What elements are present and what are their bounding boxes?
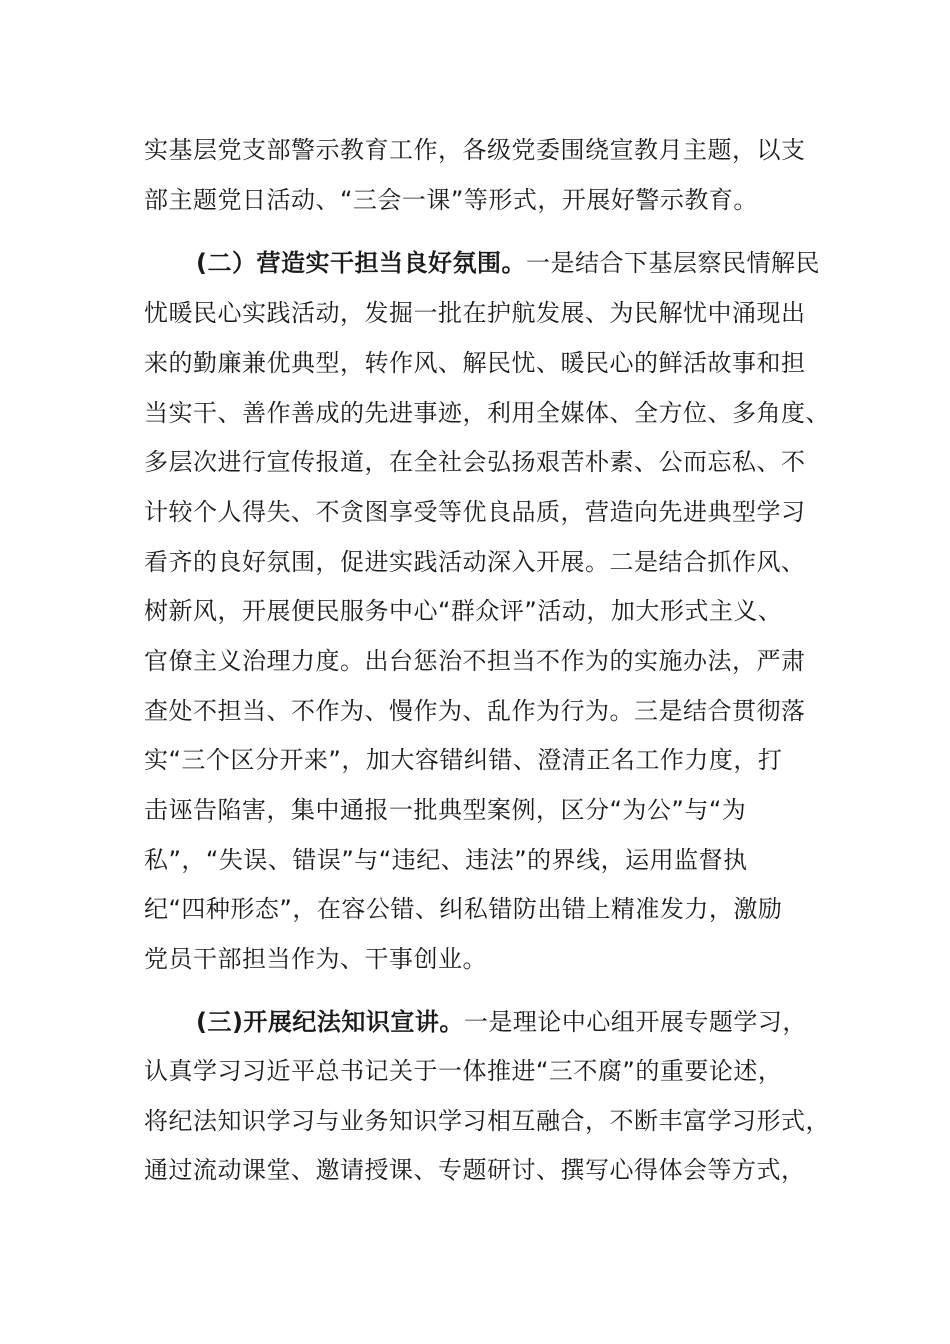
paragraph-2-line: 多层次进行宣传报道，在全社会弘扬艰苦朴素、公而忘私、不 [144, 448, 806, 476]
paragraph-1-line-1: 实基层党支部警示教育工作，各级党委围绕宣教月主题，以支 [144, 136, 806, 164]
paragraph-3-first-line-text: 一是理论中心组开展专题学习， [463, 1008, 807, 1036]
paragraph-2-first-line [196, 248, 820, 278]
paragraph-3-line: 将纪法知识学习与业务知识学习相互融合，不断丰富学习形式， [144, 1107, 830, 1135]
paragraph-2-line: 当实干、善作善成的先进事迹，利用全媒体、全方位、多角度、 [144, 399, 830, 427]
paragraph-2-line: 私”，“失误、错误”与“违纪、违法”的界线，运用监督执 [144, 846, 748, 874]
paragraph-2-line: 计较个人得失、不贪图享受等优良品质，营造向先进典型学习 [144, 498, 806, 526]
section-heading-2: (二）营造实干担当良好氛围。 [196, 249, 526, 277]
paragraph-2-line: 击诬告陷害，集中通报一批典型案例，区分“为公”与“为 [144, 796, 747, 824]
paragraph-2-line: 忧暖民心实践活动，发掘一批在护航发展、为民解忧中涌现出 [144, 299, 806, 327]
paragraph-1-line-2: 部主题党日活动、“三会一课”等形式，开展好警示教育。 [144, 186, 758, 214]
paragraph-2-line: 纪“四种形态”，在容公错、纠私错防出错上精准发力，激励 [144, 895, 783, 923]
paragraph-3-line: 认真学习习近平总书记关于一体推进“三不腐”的重要论述， [144, 1057, 783, 1085]
paragraph-2-line: 树新风，开展便民服务中心“群众评”活动，加大形式主义、 [144, 597, 783, 625]
paragraph-2-line: 实“三个区分开来”，加大容错纠错、澄清正名工作力度，打 [144, 746, 783, 774]
paragraph-2-line: 看齐的良好氛围，促进实践活动深入开展。二是结合抓作风、 [144, 548, 806, 576]
paragraph-3-line: 通过流动课堂、邀请授课、专题研讨、撰写心得体会等方式， [144, 1156, 806, 1184]
paragraph-2-first-line-text: 一是结合下基层察民情解民 [525, 249, 820, 277]
paragraph-2-line: 官僚主义治理力度。出台惩治不担当不作为的实施办法，严肃 [144, 647, 806, 675]
paragraph-3-first-line [196, 1007, 807, 1037]
section-heading-3: (三)开展纪法知识宣讲。 [196, 1008, 464, 1036]
paragraph-2-line: 查处不担当、不作为、慢作为、乱作为行为。三是结合贯彻落 [144, 697, 806, 725]
paragraph-2-line: 来的勤廉兼优典型，转作风、解民忧、暖民心的鲜活故事和担 [144, 349, 806, 377]
paragraph-2-line: 党员干部担当作为、干事创业。 [144, 945, 487, 973]
